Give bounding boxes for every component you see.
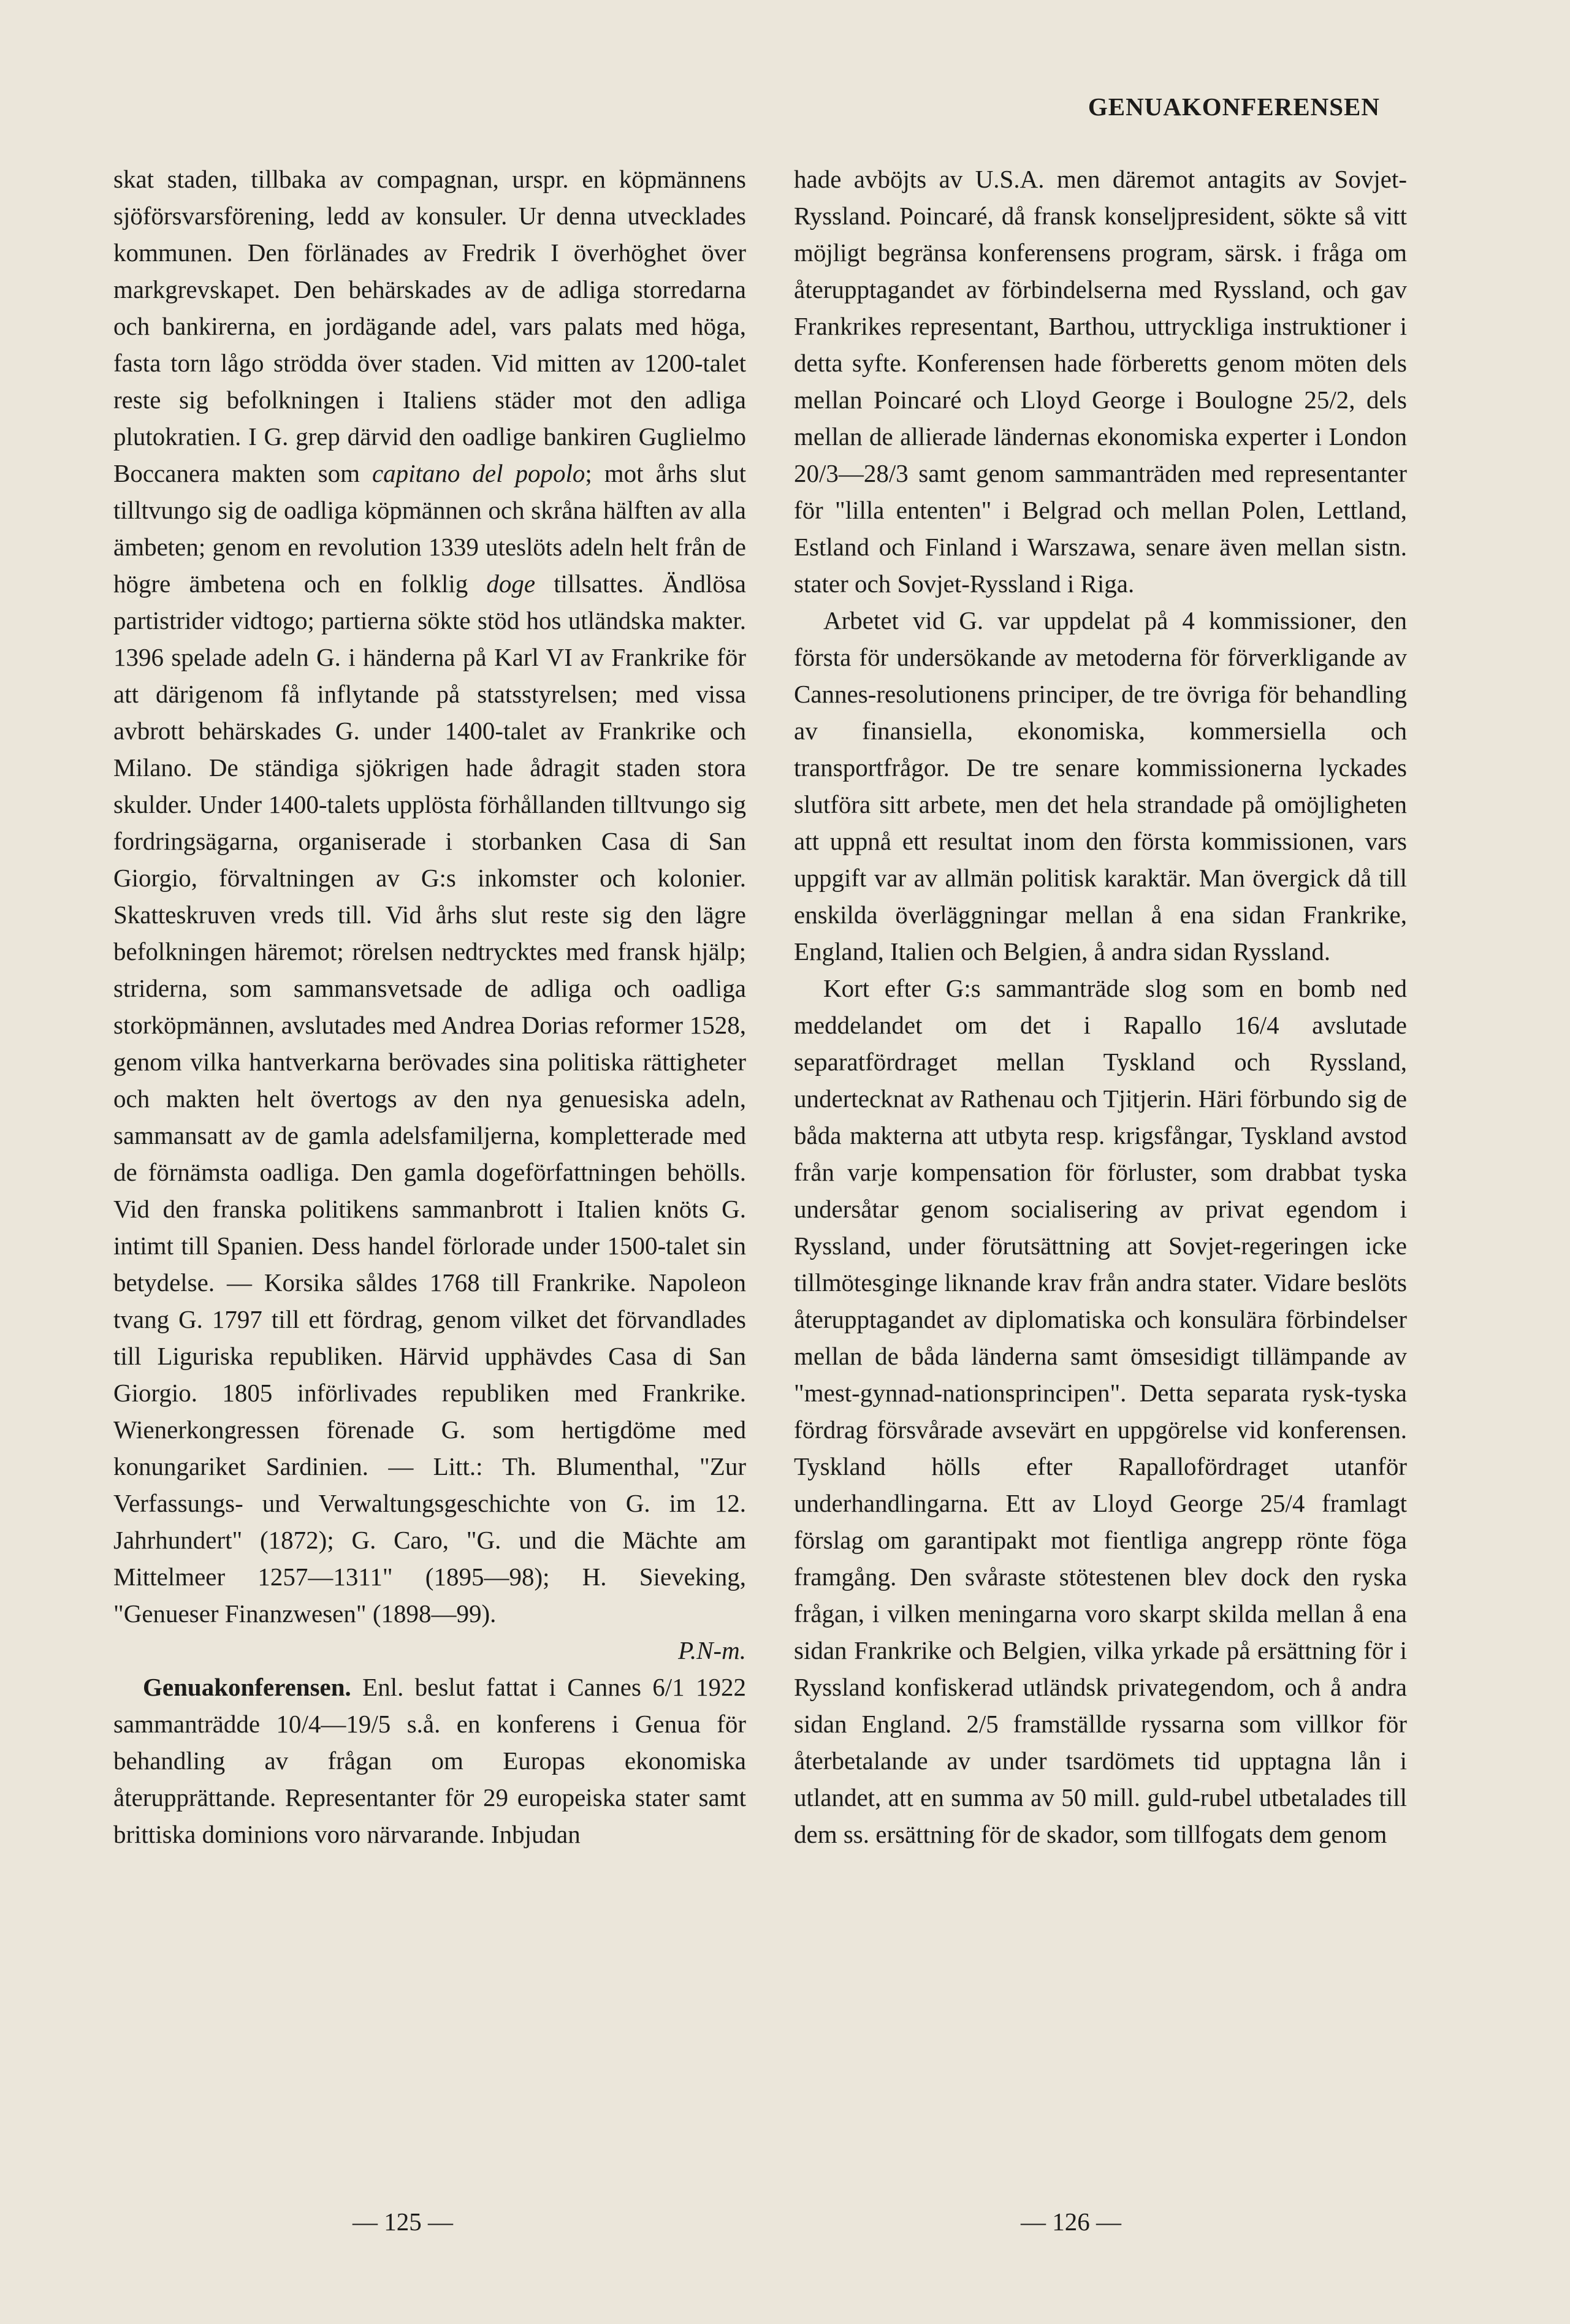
left-column [113, 161, 746, 1853]
right-paragraph-1: hade avböjts av U.S.A. men däremot antagits av Sovjet-Ryssland. Poincaré, då fransk konseljpresident, sökte så vitt möjligt begränsa konferensens program, särsk. i fråga om återupptagandet av förbindelserna med Ryssland, och gav Frankrikes representant, Barthou, uttryckliga instruktioner i detta syfte. Konferensen hade förberetts genom möten dels mellan Poincaré och Lloyd George i Boulogne 25/2, dels mellan de allierade ländernas ekonomiska experter i London 20/3—28/3 samt genom sammanträden med representanter för "lilla ententen" i Belgrad och mellan Polen, Lettland, Estland och Finland i Warszawa, senare även mellan sistn. stater och Sovjet-Ryssland i Riga. [794, 165, 1407, 598]
author-signature: P.N-m. [678, 1636, 746, 1664]
left-paragraph-1: skat staden, tillbaka av compagnan, urspr. en köpmännens sjöförsvarsförening, ledd av konsuler. Ur denna utvecklades kommunen. Den förlänades av Fredrik I överhöghet över markgrevskapet. Den behärskades av de adliga storredarna och bankirerna, en jordägande adel, vars palats med höga, fasta torn lågo strödda över staden. Vid mitten av 1200-talet reste sig befolkningen i Italiens städer mot den adliga plutokratien. I G. grep därvid den oadlige bankiren Guglielmo Boccanera makten som capitano del popolo; mot århs slut tilltvungo sig de oadliga köpmännen och skråna hälften av alla ämbeten; genom en revolution 1339 uteslöts adeln helt från de högre ämbetena och en folklig doge tillsattes. Ändlösa partistrider vidtogo; partierna sökte stöd hos utländska makter. 1396 spelade adeln G. i händerna på Karl VI av Frankrike för att därigenom få inflytande på statsstyrelsen; med vissa avbrott behärskades G. under 1400-talet av Frankrike och Milano. De ständiga sjökrigen hade ådragit staden stora skulder. Under 1400-talets upplösta förhållanden tilltvungo sig fordringsägarna, organiserade i storbanken Casa di San Giorgio, förvaltningen av G:s inkomster och kolonier. Skatteskruven vreds till. Vid århs slut reste sig den lägre befolkningen häremot; rörelsen nedtrycktes med fransk hjälp; striderna, som sammansvetsade de adliga och oadliga storköpmännen, avslutades med Andrea Dorias reformer 1528, genom vilka hantverkarna berövades sina politiska rättigheter och makten helt övertogs av den nya genuesiska adeln, sammansatt av de gamla adelsfamiljerna, kompletterade med de förnämsta oadliga. Den gamla dogeförfattningen behölls. Vid den franska politikens sammanbrott i Italien knöts G. intimt till Spanien. Dess handel förlorade under 1500-talet sin betydelse. — Korsika såldes 1768 till Frankrike. Napoleon tvang G. 1797 till ett fördrag, genom vilket det förvandlades till Liguriska republiken. Härvid upphävdes Casa di San Giorgio. 1805 införlivades republiken med Frankrike. Wienerkongressen förenade G. som hertigdöme med konungariket Sardinien. — Litt.: Th. Blumenthal, "Zur Verfassungs- und Verwaltungsgeschichte von G. im 12. Jahrhundert" (1872); G. Caro, "G. und die Mächte am Mittelmeer 1257—1311" (1895—98); H. Sieveking, "Genueser Finanzwesen" (1898—99). [113, 165, 747, 1628]
entry-genuakonferensen [113, 1669, 746, 1853]
entry-text: Enl. beslut fattat i Cannes 6/1 1922 sammanträdde 10/4—19/5 s.å. en konferens i Genua för behandling av frågan om Europas ekonomiska återupprättande. Representanter för 29 europeiska stater samt brittiska dominions voro närvarande. Inbjudan [113, 1673, 746, 1848]
page-number-right: — 126 — [1021, 2208, 1121, 2236]
right-column [794, 161, 1407, 1853]
entry-headword: Genuakonferensen. [143, 1673, 351, 1701]
right-paragraph-2: Arbetet vid G. var uppdelat på 4 kommissioner, den första för undersökande av metoderna för förverkligande av Cannes-resolutionens principer, de tre övriga för behandling av finansiella, ekonomiska, kommersiella och transportfrågor. De tre senare kommissionerna lyckades slutföra sitt arbete, men det hela strandade på omöjligheten att uppnå ett resultat inom den första kommissionen, vars uppgift var av allmän politisk karaktär. Man övergick då till enskilda överläggningar mellan å ena sidan Frankrike, England, Italien och Belgien, å andra sidan Ryssland. [794, 606, 1407, 966]
running-head: GENUAKONFERENSEN [1088, 93, 1380, 121]
right-paragraph-3: Kort efter G:s sammanträde slog som en bomb ned meddelandet om det i Rapallo 16/4 avslutade separatfördraget mellan Tyskland och Ryssland, undertecknat av Rathenau och Tjitjerin. Häri förbundo sig de båda makterna att utbyta resp. krigsfångar, Tyskland avstod från varje kompensation för förluster, som drabbat tyska undersåtar genom socialisering av privat egendom i Ryssland, under förutsättning att Sovjet-regeringen icke tillmötesginge liknande krav från andra stater. Vidare beslöts återupptagandet av diplomatiska och konsulära förbindelser mellan de båda länderna samt ömsesidigt tillämpande av "mest-gynnad-nationsprincipen". Detta separata rysk-tyska fördrag försvårade avsevärt en uppgörelse vid konferensen. Tyskland hölls efter Rapallofördraget utanför underhandlingarna. Ett av Lloyd George 25/4 framlagt förslag om garantipakt mot fientliga angrepp rönte föga framgång. Den svåraste stötestenen blev dock den ryska frågan, i vilken meningarna voro skarpt skilda mellan å ena sidan Frankrike och Belgien, vilka yrkade på ersättning för i Ryssland konfiskerad utländsk privategendom, och å andra sidan England. 2/5 framställde ryssarna som villkor för återbetalande av under tsardömets tid upptagna lån i utlandet, att en summa av 50 mill. guld-rubel utbetalades till dem ss. ersättning för de skador, som tillfogats dem genom [794, 974, 1408, 1848]
page-number-left: — 125 — [352, 2208, 453, 2236]
